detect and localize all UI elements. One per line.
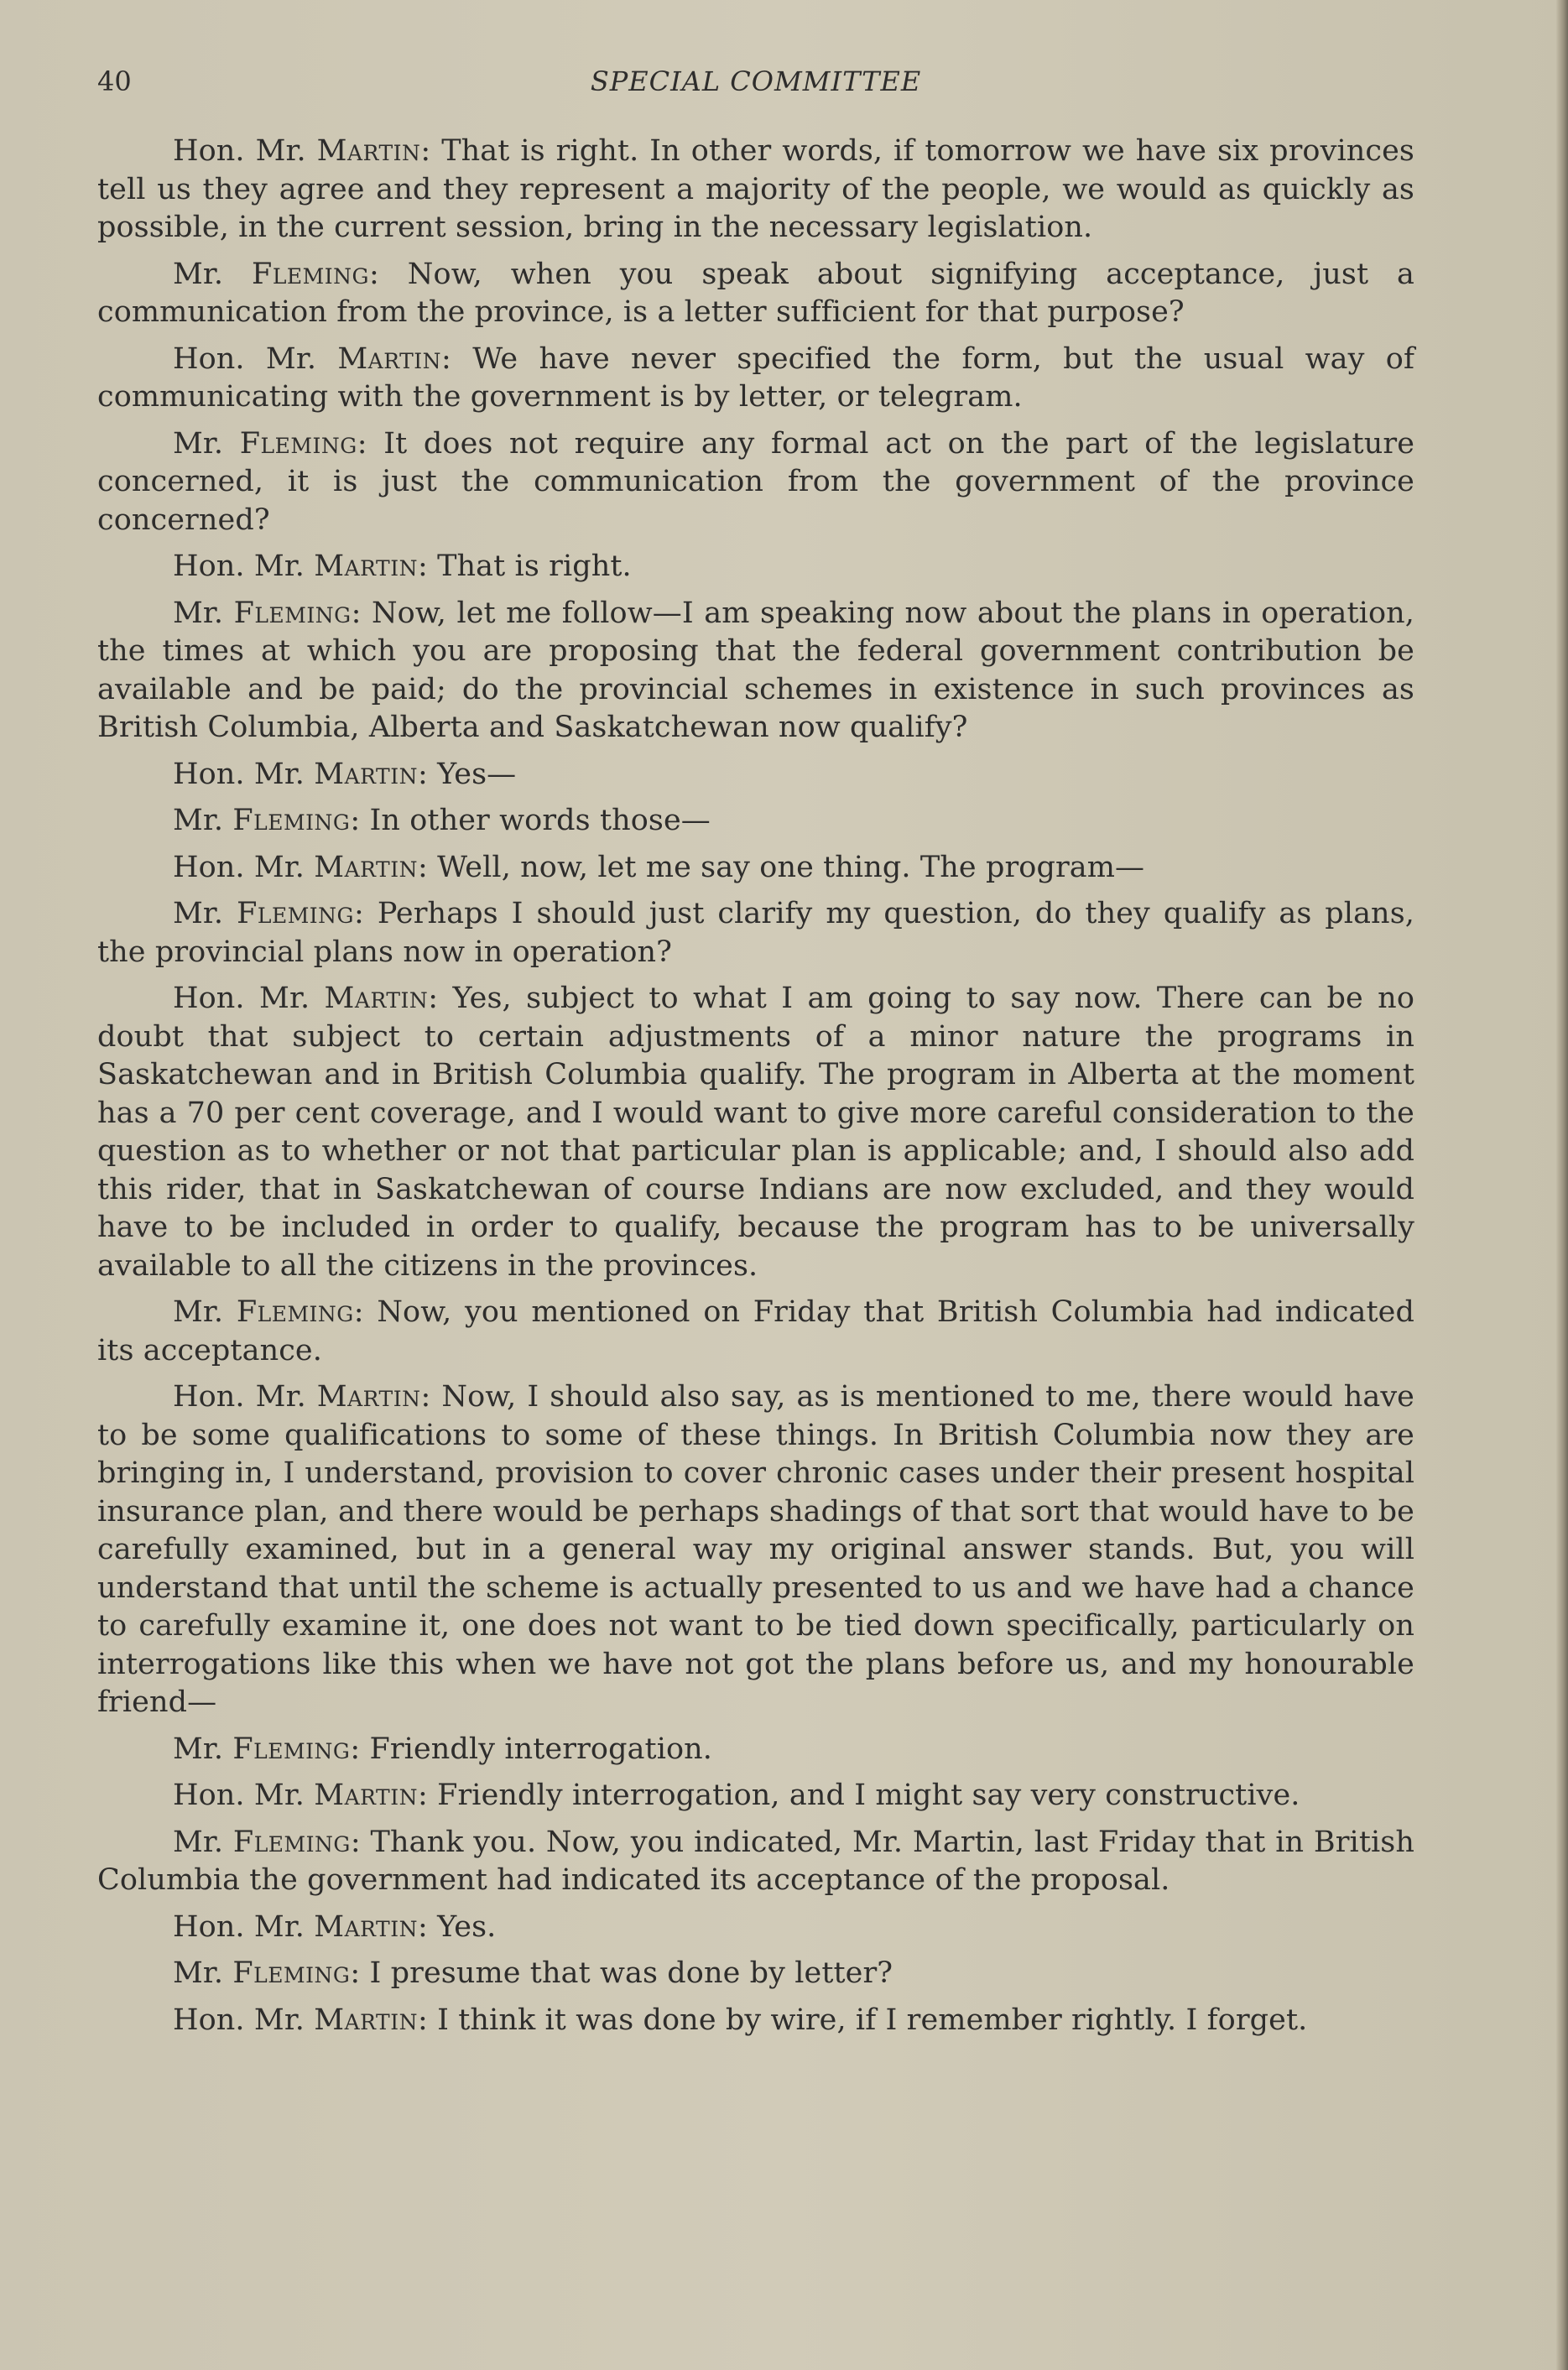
paragraph-17 (97, 1909, 1414, 1947)
speech-text: : Yes— (417, 757, 517, 791)
speech-text: : I presume that was done by letter? (350, 1956, 893, 1990)
speaker-prefix: Hon. Mr. (173, 982, 325, 1015)
speaker-name: Martin (314, 757, 418, 791)
speaker-prefix: Hon. Mr. (173, 1380, 317, 1414)
paragraph-16 (97, 1824, 1414, 1900)
speech-text: : I think it was done by wire, if I remember rightly. I forget. (417, 2003, 1308, 2037)
speaker-name: Martin (337, 341, 442, 376)
speaker-prefix: Mr. (173, 257, 253, 291)
speaker-name: Fleming (232, 1732, 351, 1766)
paragraph-4 (97, 425, 1414, 540)
speaker-prefix: Mr. (173, 426, 240, 461)
speaker-name: Martin (316, 134, 421, 168)
speech-text: : Well, now, let me say one thing. The program— (417, 850, 1145, 884)
speaker-name: Martin (314, 2003, 418, 2037)
speaker-prefix: Mr. (173, 1732, 233, 1766)
paragraph-6 (97, 595, 1414, 747)
speaker-prefix: Hon. Mr. (173, 1909, 315, 1944)
speech-text: : Now, I should also say, as is mentioned to me, there would have to be some qualifications to some of these things. In British Columbia now they are bringing in, I understand, provision to cover chronic cases under their present hospital insurance plan, and there would be perhaps shadings of that sort that would have to be carefully examined, but in a general way my original answer stands. But, you will understand that until the scheme is actually presented to us and we have had a chance to carefully examine it, one does not want to be tied down specifically, particularly on interrogations like this when we have not got the plans before us, and my honourable friend— (97, 1380, 1414, 1719)
paragraph-8 (97, 802, 1414, 841)
paragraph-7 (97, 756, 1414, 794)
speech-text: : It does not require any formal act on the part of the legislature concerned, it is just the communication from the government of the province concerned? (97, 426, 1415, 537)
speaker-name: Martin (316, 1380, 421, 1414)
page-header (97, 60, 1414, 102)
speaker-prefix: Hon. Mr. (173, 2003, 315, 2037)
paragraph-9 (97, 849, 1414, 888)
page-edge-shadow (1556, 0, 1568, 2370)
paragraph-5 (97, 548, 1414, 586)
speech-text: : Friendly interrogation. (350, 1732, 713, 1766)
speech-text: : In other words those— (350, 804, 711, 837)
speech-text: : Now, you mentioned on Friday that British Columbia had indicated its acceptance. (97, 1295, 1415, 1367)
speaker-name: Fleming (252, 257, 370, 291)
speech-text: : Friendly interrogation, and I might say very constructive. (417, 1779, 1300, 1812)
speaker-prefix: Hon. Mr. (173, 550, 315, 583)
speaker-name: Fleming (232, 804, 351, 837)
speaker-name: Fleming (232, 1825, 351, 1859)
speaker-prefix: Hon. Mr. (173, 1779, 315, 1812)
speech-text: : Now, when you speak about signifying acceptance, just a communication from the province, is a letter sufficient for that purpose? (97, 257, 1415, 329)
paragraph-11 (97, 980, 1414, 1285)
paragraph-19 (97, 2002, 1414, 2040)
speech-text: : We have never specified the form, but the usual way of communicating with the government is by letter, or telegram. (97, 341, 1415, 414)
speaker-name: Martin (314, 850, 418, 884)
paragraph-18 (97, 1955, 1414, 1993)
speaker-prefix: Mr. (173, 596, 234, 630)
speech-text: : Thank you. Now, you indicated, Mr. Martin, last Friday that in British Columbia the government had indicated its acceptance of the proposal. (97, 1825, 1415, 1897)
speaker-name: Martin (314, 1909, 418, 1944)
speaker-prefix: Mr. (173, 1956, 233, 1990)
speech-text: : Yes. (417, 1909, 497, 1944)
speaker-name: Martin (314, 1779, 418, 1812)
speaker-name: Martin (314, 550, 418, 583)
speaker-prefix: Mr. (173, 897, 237, 930)
speech-text: : Now, let me follow—I am speaking now about the plans in operation, the times at which you are proposing that the federal government contribution be available and be paid; do the provincial schemes in existence in such provinces as British Columbia, Alberta and Saskatchewan now qualify? (97, 596, 1415, 744)
speaker-prefix: Mr. (173, 1825, 233, 1859)
speaker-name: Martin (324, 982, 429, 1015)
transcript-body (97, 133, 1414, 2048)
speech-text: : Perhaps I should just clarify my question, do they qualify as plans, the provincial plans now in operation? (97, 897, 1414, 969)
speaker-name: Fleming (237, 897, 355, 930)
speaker-name: Fleming (232, 1956, 351, 1990)
paragraph-1 (97, 133, 1414, 247)
speaker-name: Fleming (233, 596, 352, 630)
speech-text: : That is right. In other words, if tomorrow we have six provinces tell us they agree and they represent a majority of the people, we would as quickly as possible, in the current session, bring in the necessary legislation. (97, 134, 1414, 244)
speaker-prefix: Hon. Mr. (173, 134, 317, 168)
speaker-prefix: Hon. Mr. (173, 757, 315, 791)
speaker-prefix: Mr. (173, 1295, 237, 1329)
paragraph-13 (97, 1378, 1414, 1722)
speech-text: : Yes, subject to what I am going to say now. There can be no doubt that subject to certain adjustments of a minor nature the programs in Saskatchewan and in British Columbia qualify. The program in Alberta at the moment has a 70 per cent coverage, and I would want to give more careful consideration to the question as to whether or not that particular plan is applicable; and, I should also add this rider, that in Saskatchewan of course Indians are now excluded, and they would have to be included in order to qualify, because the program has to be universally available to all the citizens in the provinces. (97, 982, 1414, 1283)
paragraph-15 (97, 1777, 1414, 1815)
running-title: SPECIAL COMMITTEE (590, 65, 922, 97)
speaker-prefix: Hon. Mr. (173, 341, 338, 376)
paragraph-12 (97, 1294, 1414, 1370)
speech-text: : That is right. (417, 550, 632, 583)
speaker-name: Fleming (236, 1295, 354, 1329)
speaker-name: Fleming (239, 426, 357, 461)
speaker-prefix: Hon. Mr. (173, 850, 315, 884)
speaker-prefix: Mr. (173, 804, 233, 837)
paragraph-3 (97, 341, 1414, 417)
paragraph-14 (97, 1731, 1414, 1769)
paragraph-10 (97, 895, 1414, 971)
paragraph-2 (97, 256, 1414, 332)
page-number: 40 (97, 65, 132, 97)
